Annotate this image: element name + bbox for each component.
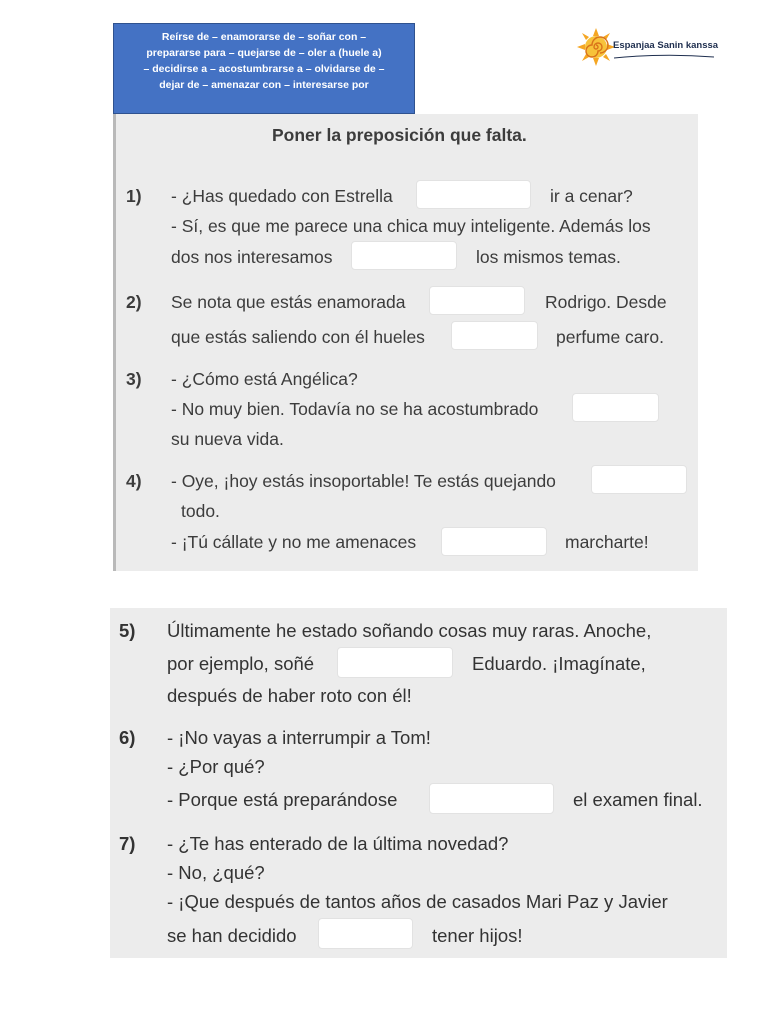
answer-blank[interactable] [318, 918, 413, 949]
exercise-text: Rodrigo. Desde [545, 292, 667, 312]
logo-underline-icon [614, 52, 714, 62]
exercise-number: 7) [119, 833, 136, 854]
exercise-text: - Oye, ¡hoy estás insoportable! Te estás quejando [171, 471, 556, 491]
exercise-text: - Sí, es que me parece una chica muy inteligente. Además los [171, 216, 651, 236]
exercise-text: - No muy bien. Todavía no se ha acostumbrado [171, 399, 539, 419]
answer-blank[interactable] [591, 465, 687, 494]
exercise-text: - ¿Has quedado con Estrella [171, 186, 393, 206]
logo [576, 27, 719, 67]
sun-spiral-icon [576, 27, 616, 67]
answer-blank[interactable] [337, 647, 453, 678]
word-bank-line: prepararse para – quejarse de – oler a (huele a) [146, 47, 382, 59]
exercise-text: tener hijos! [432, 925, 523, 946]
exercise-number: 2) [126, 292, 142, 312]
exercise-text: Eduardo. ¡Imagínate, [472, 653, 646, 674]
exercise-text: los mismos temas. [476, 247, 621, 267]
answer-blank[interactable] [416, 180, 531, 209]
exercise-text: marcharte! [565, 532, 649, 552]
exercise-text: - ¿Cómo está Angélica? [171, 369, 358, 389]
exercise-text: dos nos interesamos [171, 247, 333, 267]
exercise-text: por ejemplo, soñé [167, 653, 315, 674]
answer-blank[interactable] [429, 783, 554, 814]
exercise-number: 6) [119, 727, 136, 748]
answer-blank[interactable] [351, 241, 457, 270]
exercise-text: - ¡No vayas a interrumpir a Tom! [167, 727, 431, 748]
exercise-text: todo. [181, 501, 220, 521]
word-bank-line: Reírse de – enamorarse de – soñar con – [161, 31, 367, 43]
exercise-text: Últimamente he estado soñando cosas muy raras. Anoche, [167, 620, 652, 641]
exercise-title: Poner la preposición que falta. [272, 125, 527, 145]
exercise-text: - ¿Te has enterado de la última novedad? [167, 833, 509, 854]
exercise-text: - No, ¿qué? [167, 862, 265, 883]
exercise-number: 1) [126, 186, 142, 206]
logo-text: Espanjaa Sanin kanssa [613, 40, 719, 51]
exercise-text: - ¡Que después de tantos años de casados Mari Paz y Javier [167, 891, 668, 912]
answer-blank[interactable] [441, 527, 547, 556]
exercise-text: perfume caro. [556, 327, 664, 347]
exercise-text: - Porque está preparándose [167, 789, 398, 810]
word-bank-line: – decidirse a – acostumbrarse a – olvidarse de – [143, 63, 385, 75]
answer-blank[interactable] [429, 286, 525, 315]
exercise-number: 4) [126, 471, 142, 491]
answer-blank[interactable] [572, 393, 659, 422]
exercise-number: 3) [126, 369, 142, 389]
exercise-text: el examen final. [573, 789, 703, 810]
exercise-text: se han decidido [167, 925, 297, 946]
exercise-text: su nueva vida. [171, 429, 284, 449]
answer-blank[interactable] [451, 321, 538, 350]
exercise-text: Se nota que estás enamorada [171, 292, 406, 312]
exercise-text: que estás saliendo con él hueles [171, 327, 425, 347]
exercise-text: después de haber roto con él! [167, 685, 412, 706]
word-bank-box [113, 23, 415, 114]
word-bank-line: dejar de – amenazar con – interesarse por [159, 79, 369, 91]
exercise-text: - ¿Por qué? [167, 756, 265, 777]
exercise-text: ir a cenar? [550, 186, 633, 206]
exercise-text: - ¡Tú cállate y no me amenaces [171, 532, 417, 552]
exercise-number: 5) [119, 620, 136, 641]
